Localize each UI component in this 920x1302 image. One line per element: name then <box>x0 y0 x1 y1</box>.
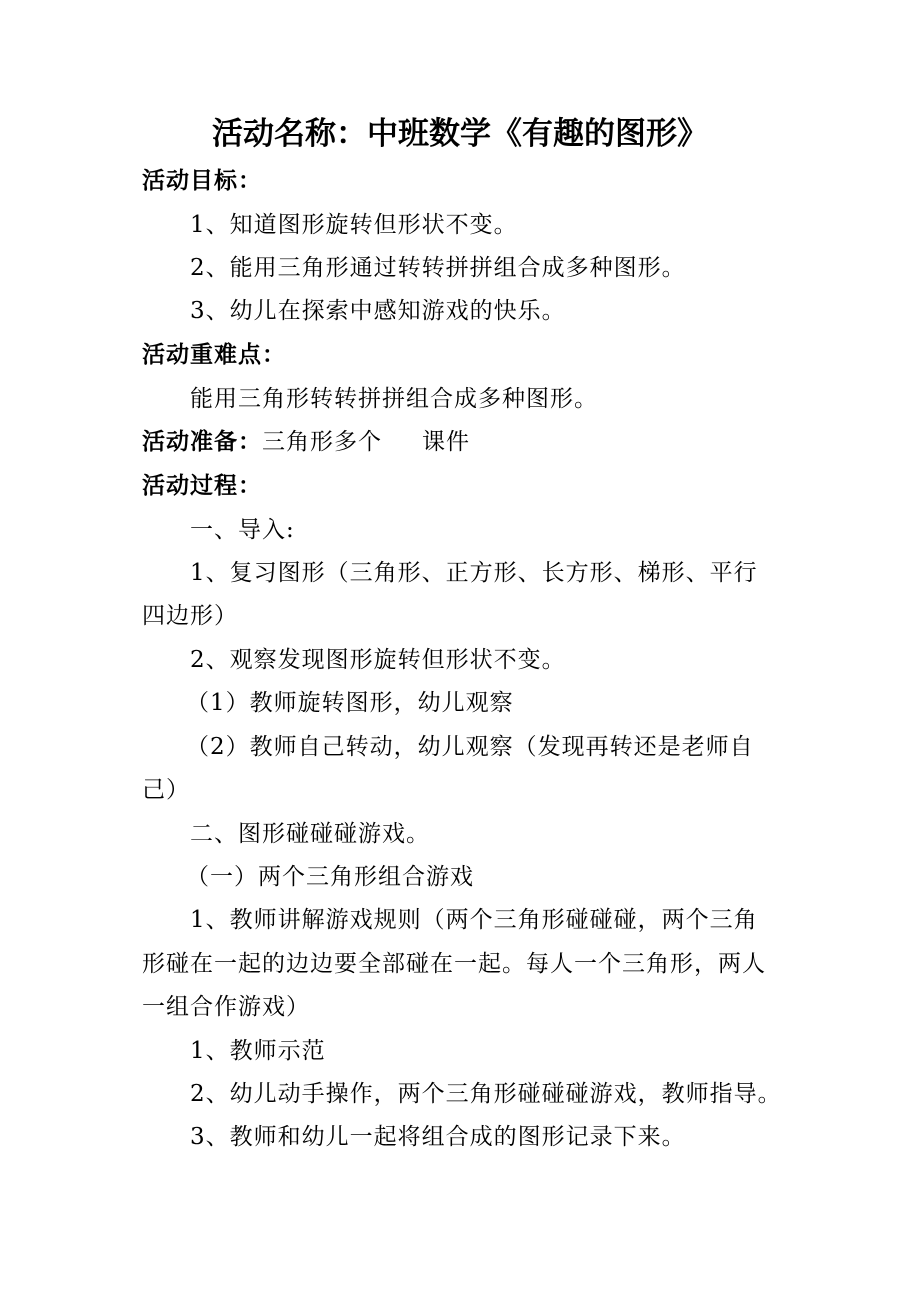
process-subitem: （2）教师自己转动，幼儿观察（发现再转还是老师自 <box>186 734 754 760</box>
process-item-continued: 形碰在一起的边边要全部碰在一起。每人一个三角形，两人 <box>142 951 766 977</box>
section-heading: 二、图形碰碰碰游戏。 <box>190 821 430 847</box>
process-item-continued: 一组合作游戏） <box>142 994 310 1020</box>
key-points-heading: 活动重难点： <box>142 342 286 368</box>
goal-item: 2、能用三角形通过转转拼拼组合成多种图形。 <box>190 255 686 281</box>
goals-heading: 活动目标： <box>142 168 262 194</box>
process-item: 1、教师示范 <box>190 1038 326 1064</box>
preparation-line <box>142 427 792 457</box>
preparation-heading: 活动准备： <box>142 429 262 455</box>
goal-item: 3、幼儿在探索中感知游戏的快乐。 <box>190 298 566 324</box>
process-heading: 活动过程： <box>142 473 262 499</box>
process-subitem: （一）两个三角形组合游戏 <box>186 864 474 890</box>
process-item: 1、复习图形（三角形、正方形、长方形、梯形、平行 <box>190 560 758 586</box>
document-title: 活动名称：中班数学《有趣的图形》 <box>212 116 708 152</box>
process-item: 2、幼儿动手操作，两个三角形碰碰碰游戏，教师指导。 <box>190 1081 782 1107</box>
process-item-continued: 四边形） <box>142 603 238 629</box>
process-item: 3、教师和幼儿一起将组合成的图形记录下来。 <box>190 1124 686 1150</box>
preparation-item: 课件 <box>422 429 470 455</box>
process-subitem-continued: 己） <box>142 777 190 803</box>
process-item: 1、教师讲解游戏规则（两个三角形碰碰碰，两个三角 <box>190 907 758 933</box>
goal-item: 1、知道图形旋转但形状不变。 <box>190 212 518 238</box>
preparation-item: 三角形多个 <box>262 429 382 455</box>
process-item: 2、观察发现图形旋转但形状不变。 <box>190 647 566 673</box>
process-subitem: （1）教师旋转图形，幼儿观察 <box>186 690 514 716</box>
key-points-text: 能用三角形转转拼拼组合成多种图形。 <box>190 386 598 412</box>
section-heading: 一、导入: <box>190 517 295 543</box>
